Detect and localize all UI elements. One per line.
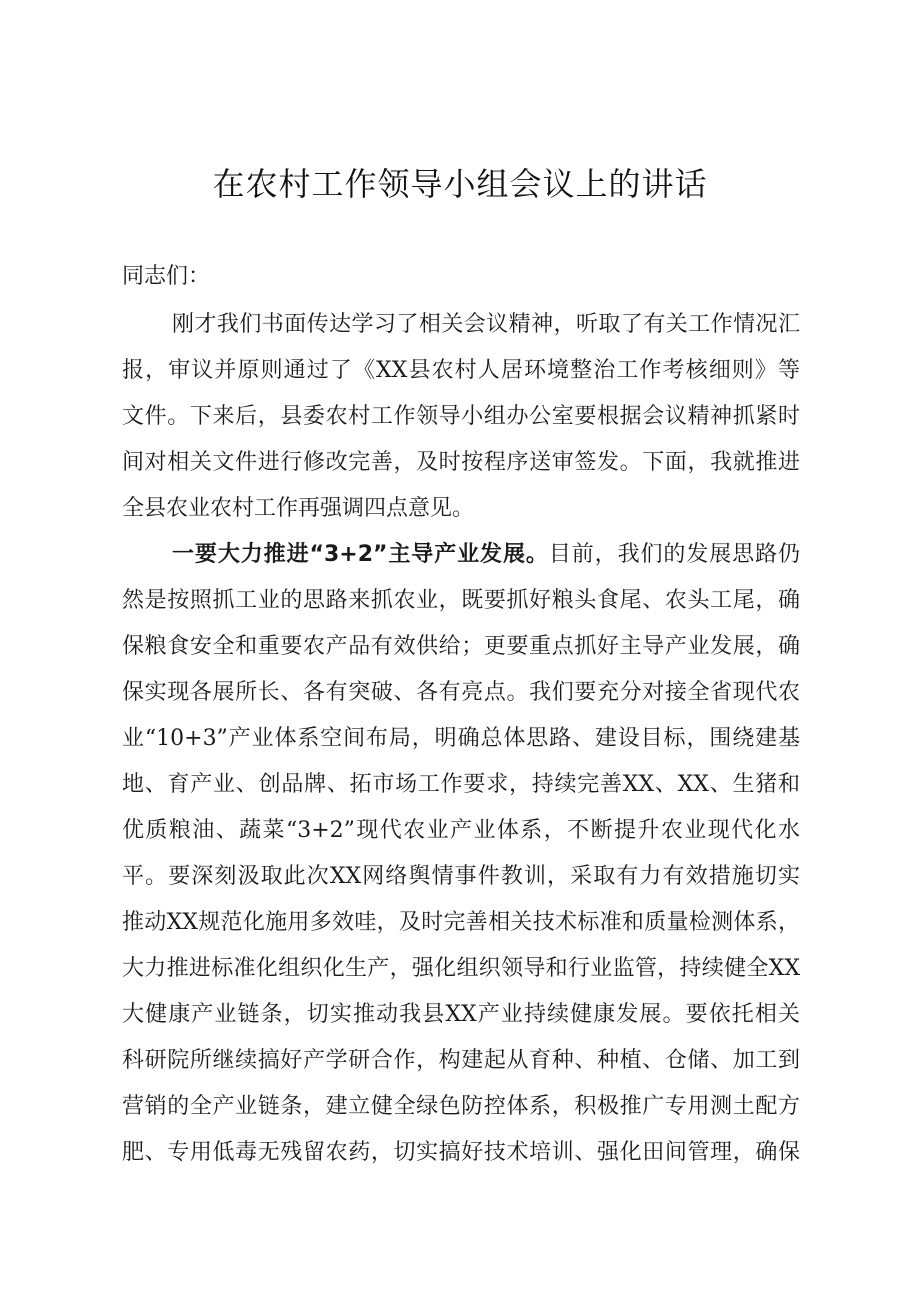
paragraph-line: 科研院所继续搞好产学研合作，构建起从育种、种植、仓储、加工到 <box>122 1048 800 1073</box>
paragraph-line: 肥、专用低毒无残留农药，切实搞好技术培训、强化田间管理，确保 <box>122 1140 800 1165</box>
paragraph-line: 间对相关文件进行修改完善，及时按程序送审签发。下面，我就推进 <box>122 450 800 475</box>
document-title: 在农村工作领导小组会议上的讲话 <box>212 165 708 203</box>
paragraph-line: 大力推进标准化组织化生产，强化组织领导和行业监管，持续健全XX <box>122 956 800 981</box>
paragraph-first-line <box>172 540 800 570</box>
paragraph-line: 平。要深刻汲取此次XX网络舆情事件教训，采取有力有效措施切实 <box>122 864 800 889</box>
paragraph-line: 保粮食安全和重要农产品有效供给；更要重点抓好主导产业发展，确 <box>122 634 800 659</box>
paragraph-line: 文件。下来后，县委农村工作领导小组办公室要根据会议精神抓紧时 <box>122 404 800 429</box>
paragraph-line: 地、育产业、创品牌、拓市场工作要求，持续完善XX、XX、生猪和 <box>122 772 800 797</box>
paragraph-line: 推动XX规范化施用多效哇，及时完善相关技术标准和质量检测体系， <box>122 910 800 935</box>
paragraph-line: 优质粮油、蔬菜“3+2”现代农业产业体系，不断提升农业现代化水 <box>122 818 800 843</box>
paragraph-line: 然是按照抓工业的思路来抓农业，既要抓好粮头食尾、农头工尾，确 <box>122 588 800 613</box>
salutation: 同志们： <box>122 264 211 289</box>
paragraph-line: 刚才我们书面传达学习了相关会议精神，听取了有关工作情况汇 <box>172 312 800 337</box>
paragraph-heading: 一要大力推进“3+2”主导产业发展。 <box>172 542 549 567</box>
paragraph-line: 报，审议并原则通过了《XX县农村人居环境整治工作考核细则》等 <box>122 358 800 383</box>
paragraph-line: 营销的全产业链条，建立健全绿色防控体系，积极推广专用测土配方 <box>122 1094 800 1119</box>
paragraph-line: 保实现各展所长、各有突破、各有亮点。我们要充分对接全省现代农 <box>122 680 800 705</box>
paragraph-line: 业“10+3”产业体系空间布局，明确总体思路、建设目标，围绕建基 <box>122 726 800 751</box>
paragraph-line: 全县农业农村工作再强调四点意见。 <box>122 496 475 521</box>
paragraph-line: 大健康产业链条，切实推动我县XX产业持续健康发展。要依托相关 <box>122 1002 800 1027</box>
paragraph-text: 目前，我们的发展思路仍 <box>548 542 800 567</box>
